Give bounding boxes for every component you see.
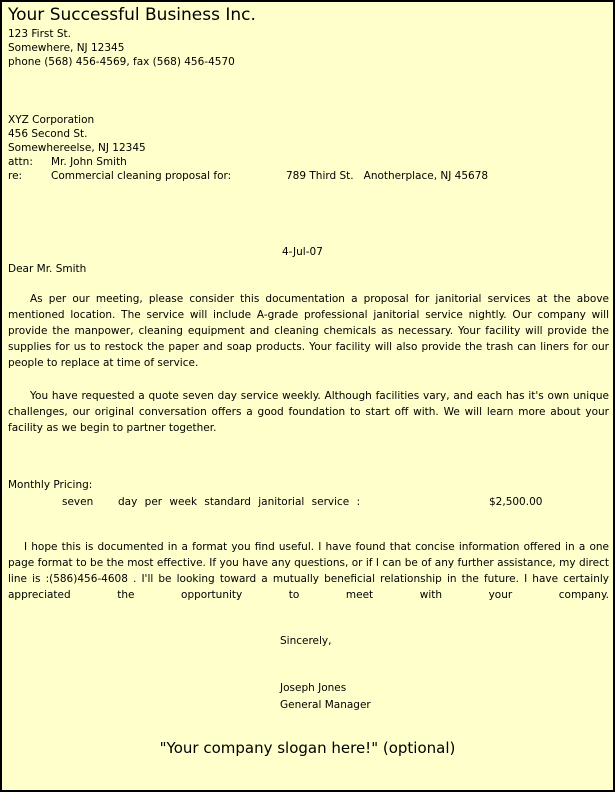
recipient-address-block xyxy=(8,113,488,183)
sender-address-line2: Somewhere, NJ 12345 xyxy=(8,42,125,54)
attn-label: attn: xyxy=(8,156,33,168)
signer-name: Joseph Jones xyxy=(280,682,347,694)
re-line xyxy=(8,169,488,183)
pricing-description: day per week standard janitorial service : xyxy=(118,496,361,508)
sender-address-block xyxy=(8,27,235,69)
sender-phone-fax: phone (568) 456-4569, fax (568) 456-4570 xyxy=(8,56,235,68)
pricing-row xyxy=(2,495,613,509)
salutation: Dear Mr. Smith xyxy=(8,263,87,275)
signer-block xyxy=(280,680,371,714)
attn-line xyxy=(8,155,488,169)
recipient-address-line2: Somewhereelse, NJ 12345 xyxy=(8,142,146,154)
recipient-address-line1: 456 Second St. xyxy=(8,128,88,140)
closing-salutation: Sincerely, xyxy=(280,635,332,647)
pricing-frequency: seven xyxy=(62,496,94,508)
body-paragraph-2: You have requested a quote seven day service weekly. Although facilities vary, and each has it's own unique challenges, our original conversation offers a good foundation to start off with. We will learn more about your facility as we begin to partner together. xyxy=(8,390,609,434)
sender-address-line1: 123 First St. xyxy=(8,28,71,40)
letter-date: 4-Jul-07 xyxy=(282,246,323,258)
pricing-heading: Monthly Pricing: xyxy=(8,479,93,491)
sender-company-name: Your Successful Business Inc. xyxy=(8,5,256,25)
signer-title: General Manager xyxy=(280,699,371,711)
pricing-amount: $2,500.00 xyxy=(489,496,543,508)
re-address: 789 Third St. Anotherplace, NJ 45678 xyxy=(286,170,489,182)
attn-name: Mr. John Smith xyxy=(51,156,127,168)
re-subject: Commercial cleaning proposal for: xyxy=(51,170,232,182)
closing-paragraph: I hope this is documented in a format you find useful. I have found that concise information offered in a one page format to be the most effective. If you have any questions, or if I can be of any further assistance, my direct line is :(586)456-4608 . I'll be looking toward a mutually beneficial relationship in the future. I have certainly appreciated the opportunity to meet with your company. xyxy=(8,541,609,601)
company-slogan: "Your company slogan here!" (optional) xyxy=(159,739,456,757)
body-paragraph-1: As per our meeting, please consider this documentation a proposal for janitorial services at the above mentioned location. The service will include A-grade professional janitorial service nightly. Our company will provide the manpower, cleaning equipment and cleaning chemicals as necessary. Your facility will provide the supplies for us to restock the paper and soap products. Your facility will also provide the trash can liners for our people to replace at time of service. xyxy=(8,293,609,369)
recipient-company: XYZ Corporation xyxy=(8,114,95,126)
re-label: re: xyxy=(8,170,23,182)
